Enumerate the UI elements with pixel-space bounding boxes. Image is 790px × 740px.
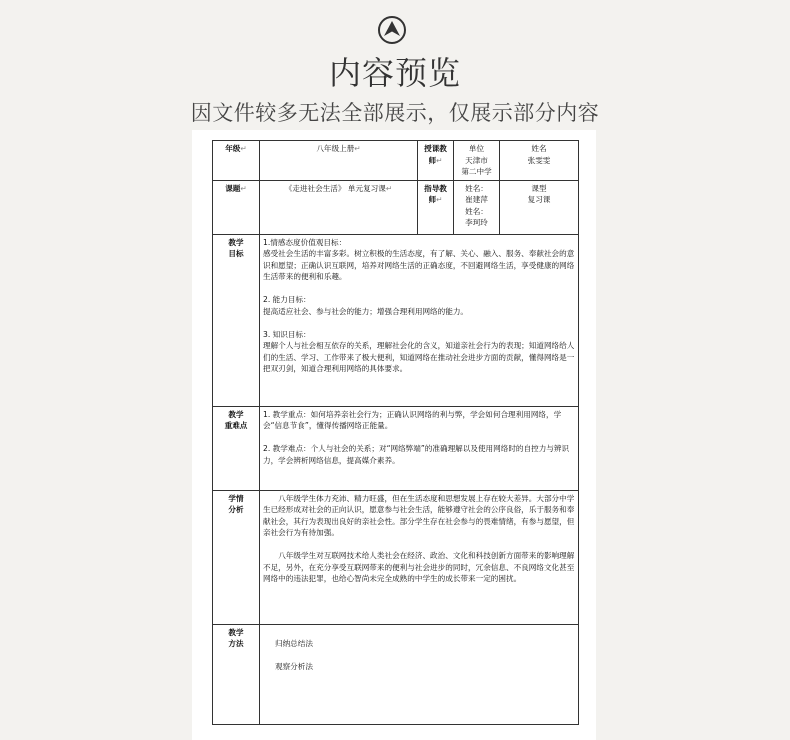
- guide-names-cell: 姓名： 崔建萍 姓名： 李珂玲: [454, 180, 500, 234]
- goals-heading-knowledge: 3. 知识目标：: [263, 329, 311, 339]
- goals-text-emotion: 感受社会生活的丰富多彩。树立积极的生活态度，有了解、关心、融入、服务、奉献社会的意识和愿望；正确认识互联网，培养对网络生活的正确态度，不回避网络生活，享受健康的网络生活带来的便利和乐趣。: [263, 249, 575, 281]
- methods-row: [213, 624, 579, 724]
- analysis-paragraph-1: 八年级学生体力充沛、精力旺盛，但在生活态度和思想发展上存在较大差异。大部分中学生已经形成对社会的正向认识，愿意参与社会生活，能够遵守社会的公序良俗，乐于服务和奉献社会，其行为表现出良好的亲社会性。部分学生存在社会参与的畏难情绪，有参与愿望，但亲社会行为有待加强。: [263, 493, 575, 537]
- topic-row: [213, 180, 579, 234]
- up-arrow-circle-icon: [377, 15, 407, 45]
- methods-content-cell: [260, 624, 579, 724]
- goals-row: [213, 234, 579, 406]
- goals-text-knowledge: 理解个人与社会相互依存的关系，理解社会化的含义，知道亲社会行为的表现；知道网络给人们的生活、学习、工作带来了极大便利，知道网络在推动社会进步方面的贡献，懂得网络是一把双刃剑，知道合理利用网络的具体要求。: [263, 341, 575, 373]
- grade-row: [213, 141, 579, 181]
- topic-value-cell: 《走进社会生活》 单元复习课↵: [260, 180, 418, 234]
- methods-label-cell: 教学 方法: [213, 624, 260, 724]
- blank-line: [263, 539, 575, 551]
- key-point-focus: 1. 教学重点：如何培养亲社会行为；正确认识网络的利与弊，学会如何合理利用网络，学会“信息节食”，懂得传播网络正能量。: [263, 409, 562, 430]
- goals-label-cell: 教学 目标: [213, 234, 260, 406]
- grade-label-cell: 年级↵: [213, 141, 260, 181]
- goals-content-cell: [260, 234, 579, 406]
- blank-line: [263, 283, 575, 295]
- lesson-type-cell: 课型 复习课: [500, 180, 579, 234]
- teacher-name-cell: 姓名 张雯雯: [500, 141, 579, 181]
- guide-label-cell: 指导教师↵: [418, 180, 454, 234]
- lesson-plan-table: [212, 140, 579, 725]
- blank-line: [263, 432, 575, 444]
- key-point-difficulty: 2. 教学难点：个人与社会的关系；对“网络弊端”的准确理解以及使用网络时的自控力与辨识力，学会辨析网络信息，提高媒介素养。: [263, 444, 570, 465]
- document-preview: [192, 130, 596, 740]
- unit-cell: 单位 天津市 第二中学: [454, 141, 500, 181]
- page-subtitle: 因文件较多无法全部展示，仅展示部分内容: [190, 101, 600, 125]
- analysis-row: [213, 490, 579, 624]
- goals-heading-emotion: 1.情感态度价值观目标：: [263, 237, 347, 247]
- method-observation: 观察分析法: [275, 662, 313, 671]
- analysis-content-cell: [260, 490, 579, 624]
- page-title: 内容预览: [328, 54, 461, 92]
- blank-line: [275, 627, 575, 639]
- method-summary: 归纳总结法: [275, 639, 313, 648]
- blank-line: [275, 650, 575, 662]
- analysis-paragraph-2: 八年级学生对互联网技术给人类社会在经济、政治、文化和科技创新方面带来的影响理解不足，另外，在充分享受互联网带来的便利与社会进步的同时，冗余信息、不良网络文化甚至网络中的违法犯罪，也给心智尚未完全成熟的中学生的成长带来一定的困扰。: [263, 551, 575, 583]
- analysis-label-cell: 学情 分析: [213, 490, 260, 624]
- key-points-row: [213, 406, 579, 490]
- key-points-label-cell: 教学 重难点: [213, 406, 260, 490]
- key-points-content-cell: [260, 406, 579, 490]
- goals-text-ability: 提高适应社会、参与社会的能力；增强合理利用网络的能力。: [263, 306, 469, 316]
- teacher-label-cell: 授课教师↵: [418, 141, 454, 181]
- topic-label-cell: 课题↵: [213, 180, 260, 234]
- blank-line: [263, 317, 575, 329]
- goals-heading-ability: 2. 能力目标：: [263, 295, 311, 304]
- grade-value-cell: 八年级上册↵: [260, 141, 418, 181]
